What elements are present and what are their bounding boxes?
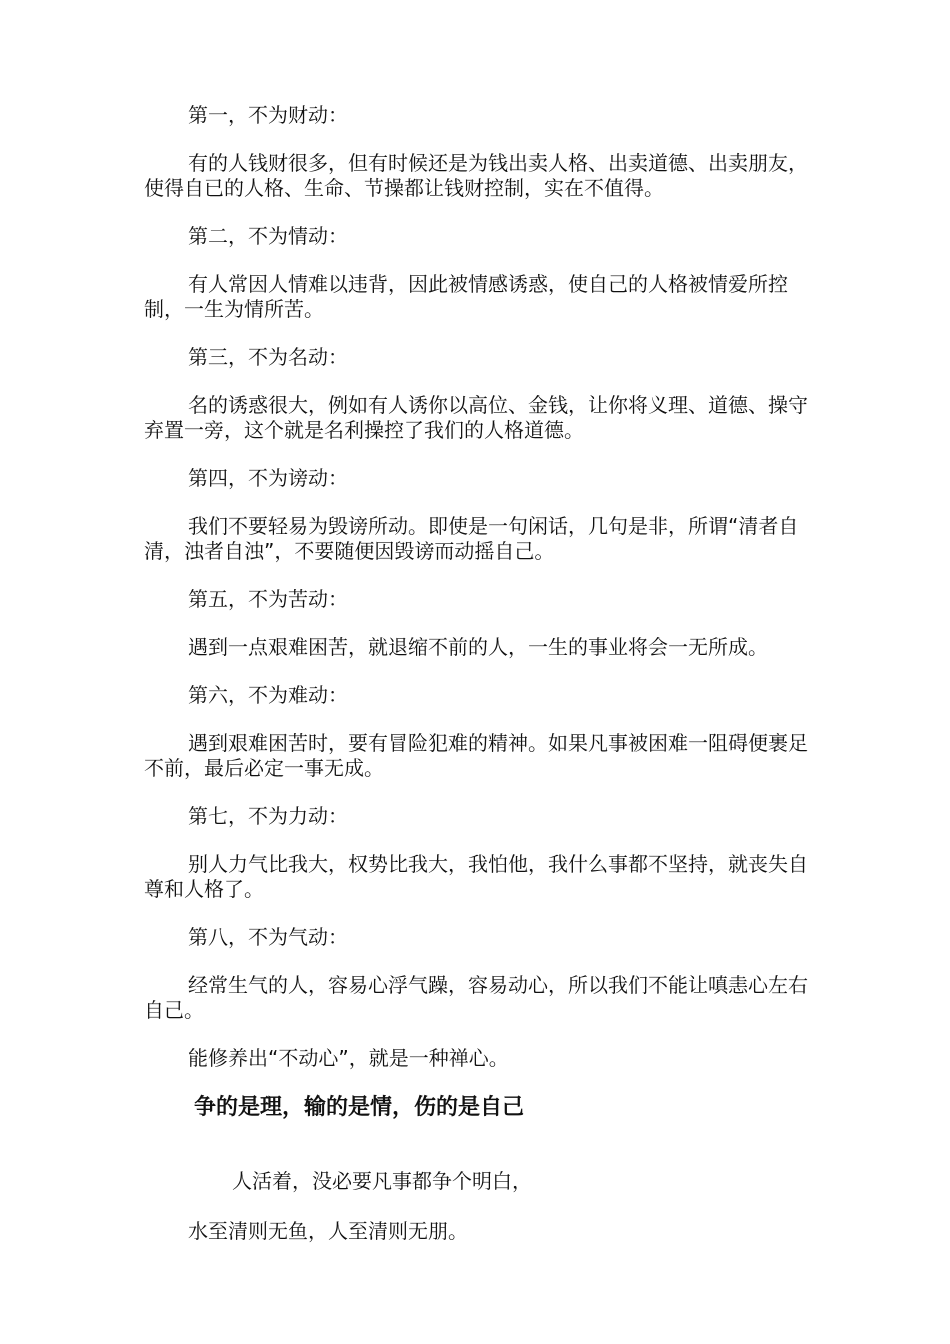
rule-body: 能修养出“不动心”，就是一种禅心。 <box>188 1046 509 1070</box>
section-title: 争的是理，输的是情，伤的是自己 <box>194 1095 525 1120</box>
rule-body: 遇到艰难困苦时，要有冒险犯难的精神。如果凡事被困难一阻碍便裹足不前，最后必定一事无成。 <box>144 731 808 780</box>
closing-line-2: 水至清则无鱼，人至清则无朋。 <box>188 1219 468 1243</box>
rule-heading: 第一，不为财动： <box>188 103 348 127</box>
rule-body: 有人常因人情难以违背，因此被情感诱惑，使自己的人格被情爱所控制，一生为情所苦。 <box>144 272 788 321</box>
rule-heading: 第三，不为名动： <box>188 345 348 369</box>
rule-body: 我们不要轻易为毁谤所动。即使是一句闲话，几句是非，所谓“清者自清，浊者自浊”，不要随便因毁谤而动摇自己。 <box>144 514 799 563</box>
closing-paragraph <box>144 1144 812 1269</box>
closing-line-1: 人活着，没必要凡事都争个明白， <box>232 1169 532 1193</box>
rule-heading: 第四，不为谤动： <box>188 466 348 490</box>
rule-body: 经常生气的人，容易心浮气躁，容易动心，所以我们不能让嗔恚心左右自己。 <box>144 973 808 1022</box>
rule-body: 有的人钱财很多，但有时候还是为钱出卖人格、出卖道德、出卖朋友，使得自已的人格、生命、节操都让钱财控制，实在不值得。 <box>144 151 808 200</box>
rule-body: 别人力气比我大，权势比我大，我怕他，我什么事都不坚持，就丧失自尊和人格了。 <box>144 852 808 901</box>
paragraph-list <box>144 103 812 1071</box>
rule-heading: 第六，不为难动： <box>188 683 348 707</box>
rule-heading: 第八，不为气动： <box>188 925 348 949</box>
rule-body: 名的诱惑很大，例如有人诱你以高位、金钱，让你将义理、道德、操守弃置一旁，这个就是名利操控了我们的人格道德。 <box>144 393 808 442</box>
rule-heading: 第七，不为力动： <box>188 804 348 828</box>
document-content <box>144 103 812 1269</box>
rule-body: 遇到一点艰难困苦，就退缩不前的人，一生的事业将会一无所成。 <box>188 635 768 659</box>
rule-heading: 第二，不为情动： <box>188 224 348 248</box>
rule-heading: 第五，不为苦动： <box>188 587 348 611</box>
